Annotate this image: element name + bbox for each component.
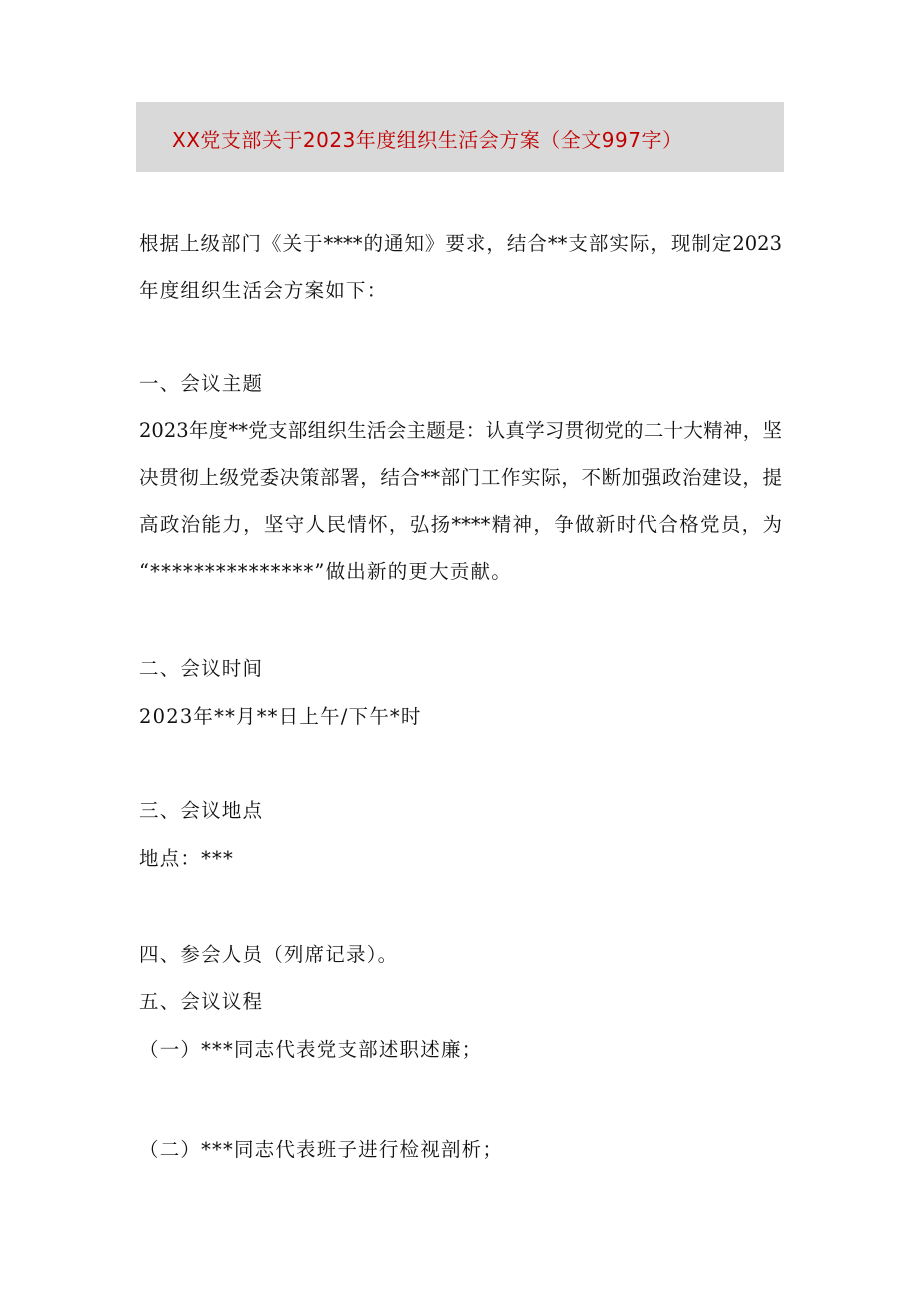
agenda-item-1: （一）***同志代表党支部述职述廉；	[139, 1038, 483, 1061]
intro-line-1: 根据上级部门《关于****的通知》要求，结合**支部实际，现制定2023	[139, 232, 782, 255]
title-banner	[136, 102, 784, 172]
intro-line-2: 年度组织生活会方案如下：	[139, 279, 388, 302]
theme-line-1: 2023年度**党支部组织生活会主题是：认真学习贯彻党的二十大精神，坚	[139, 419, 782, 442]
theme-line-3: 高政治能力，坚守人民情怀，弘扬****精神，争做新时代合格党员，为	[139, 513, 782, 536]
section-heading-agenda: 五、会议议程	[139, 990, 264, 1013]
agenda-item-2: （二）***同志代表班子进行检视剖析；	[139, 1138, 504, 1161]
section-heading-location: 三、会议地点	[139, 799, 264, 822]
theme-line-4: “***************”做出新的更大贡献。	[139, 560, 512, 583]
document-title: XX党支部关于2023年度组织生活会方案（全文997字）	[172, 127, 683, 152]
theme-line-2: 决贯彻上级党委决策部署，结合**部门工作实际，不断加强政治建设，提	[139, 466, 782, 489]
section-heading-theme: 一、会议主题	[139, 372, 264, 395]
section-heading-time: 二、会议时间	[139, 657, 264, 680]
section-heading-attendees: 四、参会人员（列席记录）。	[139, 943, 399, 966]
meeting-location: 地点：***	[139, 847, 234, 870]
meeting-time: 2023年**月**日上午/下午*时	[139, 705, 422, 728]
